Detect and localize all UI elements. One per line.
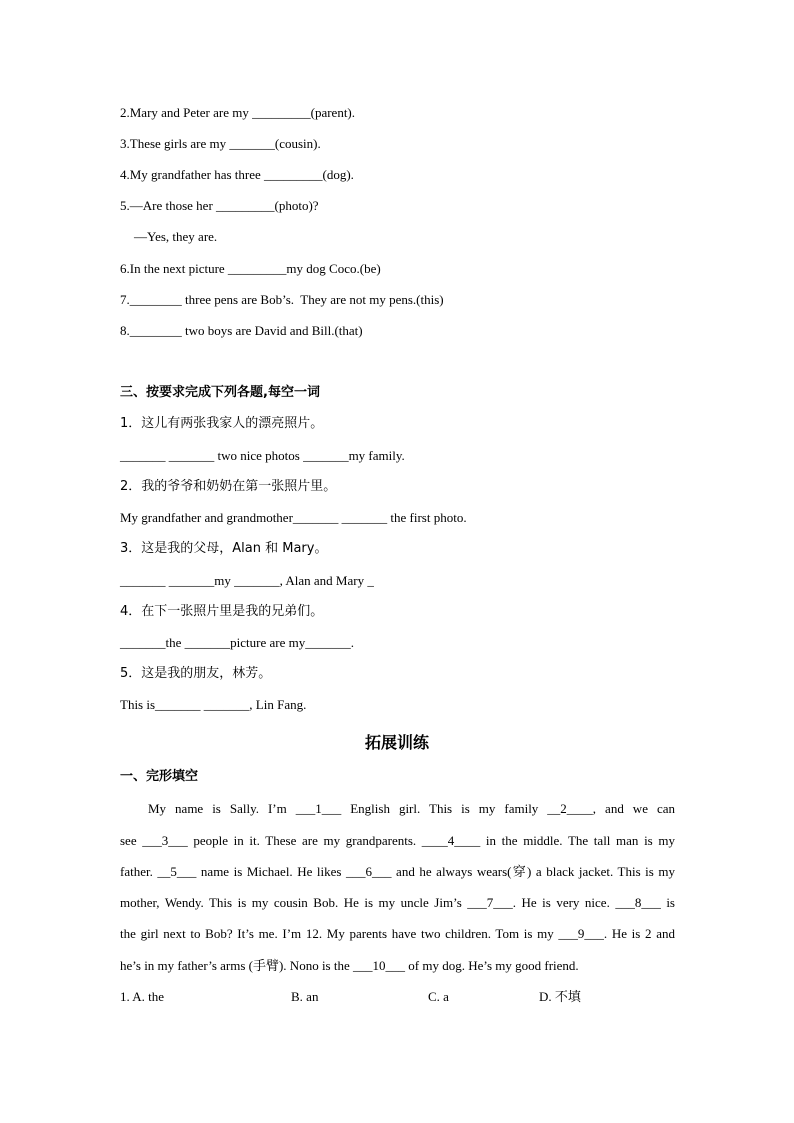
exercise-item-5-answer: —Yes, they are.	[134, 229, 218, 244]
translation-blank-3: _______ _______my _______, Alan and Mary _	[120, 573, 374, 588]
passage-line-6: he’s in my father’s arms (手臂). Nono is the ___10___ of my dog. He’s my good friend.	[120, 958, 579, 973]
option-1-a: 1. A. the	[120, 989, 165, 1004]
passage-line-1: My name is Sally. I’m ___1___ English girl. This is my family __2____, and we can	[148, 801, 675, 816]
translation-blank-5: This is_______ _______, Lin Fang.	[120, 697, 307, 712]
translation-prompt-5: 5．这是我的朋友，林芳。	[120, 666, 272, 681]
option-1-d: D. 不填	[539, 989, 581, 1004]
translation-prompt-4: 4．在下一张照片里是我的兄弟们。	[120, 604, 324, 619]
exercise-item-6: 6.In the next picture _________my dog Coco.(be)	[120, 261, 381, 276]
cloze-heading: 一、完形填空	[120, 769, 199, 784]
exercise-item-4: 4.My grandfather has three _________(dog).	[120, 167, 354, 182]
exercise-item-2: 2.Mary and Peter are my _________(parent).	[120, 105, 356, 120]
passage-line-5: the girl next to Bob? It’s me. I’m 12. My parents have two children. Tom is my ___9___. He is 2 and	[120, 926, 675, 941]
exercise-item-5: 5.—Are those her _________(photo)?	[120, 198, 319, 213]
passage-line-4: mother, Wendy. This is my cousin Bob. He is my uncle Jim’s ___7___. He is very nice. ___8___ is	[120, 895, 675, 910]
exercise-item-7: 7.________ three pens are Bob’s. They are not my pens.(this)	[120, 292, 444, 307]
option-1-c: C. a	[428, 989, 449, 1004]
exercise-item-3: 3.These girls are my _______(cousin).	[120, 136, 321, 151]
translation-prompt-1: 1．这儿有两张我家人的漂亮照片。	[120, 416, 324, 431]
option-1-b: B. an	[291, 989, 319, 1004]
extension-title: 拓展训练	[364, 733, 429, 752]
passage-line-2: see ___3___ people in it. These are my grandparents. ____4____ in the middle. The tall man is my	[120, 833, 675, 848]
exercise-item-8: 8.________ two boys are David and Bill.(that)	[120, 323, 363, 338]
translation-blank-4: _______the _______picture are my_______.	[120, 635, 354, 650]
translation-blank-2: My grandfather and grandmother_______ _______ the first photo.	[120, 510, 467, 525]
translation-prompt-2: 2．我的爷爷和奶奶在第一张照片里。	[120, 479, 337, 494]
passage-line-3: father. __5___ name is Michael. He likes ___6___ and he always wears(穿) a black jacket. This is my	[120, 864, 675, 879]
translation-blank-1: _______ _______ two nice photos _______my family.	[120, 448, 405, 463]
translation-prompt-3: 3．这是我的父母，Alan 和 Mary。	[120, 541, 328, 556]
section-3-heading: 三、按要求完成下列各题,每空一词	[120, 385, 320, 400]
